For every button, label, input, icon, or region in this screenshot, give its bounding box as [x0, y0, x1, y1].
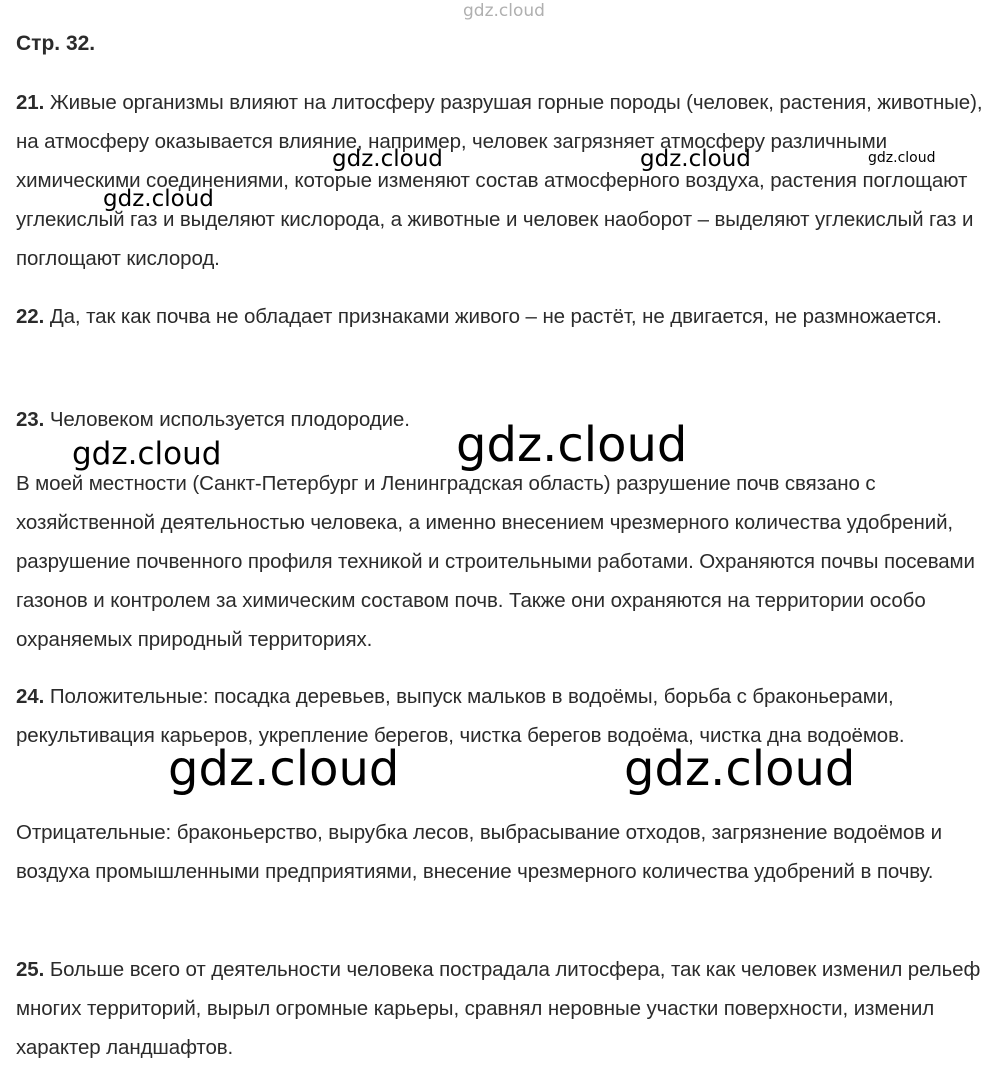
watermark: gdz.cloud: [463, 1, 545, 21]
answer-number: 22.: [16, 305, 45, 328]
answer-23-continuation: В моей местности (Санкт-Петербург и Ленинградская область) разрушение почв связано с хозяйственной деятельностью человека, а именно внесением чрезмерного количества удобрений, разрушение почвенного профиля техникой и строительными работами. Охраняются почвы посевами газонов и контролем за химическим составом почв. Также они охраняются на территории особо охраняемых природный территориях.: [16, 472, 975, 651]
answer-number: 24.: [16, 685, 45, 708]
answer-text: Больше всего от деятельности человека пострадала литосфера, так как человек изменил рельеф многих территорий, вырыл огромные карьеры, сравнял неровные участки поверхности, изменил характер ландшафтов.: [16, 958, 981, 1059]
answer-number: 21.: [16, 91, 45, 114]
answer-24-continuation: Отрицательные: браконьерство, вырубка лесов, выбрасывание отходов, загрязнение водоёмов и воздуха промышленными предприятиями, внесение чрезмерного количества удобрений в почву.: [16, 821, 942, 883]
watermark: gdz.cloud: [103, 186, 214, 212]
watermark: gdz.cloud: [868, 150, 936, 166]
watermark: gdz.cloud: [168, 741, 400, 797]
page-heading: Стр. 32.: [16, 32, 96, 55]
answer-text: Человеком используется плодородие.: [49, 408, 410, 431]
answer-number: 23.: [16, 408, 45, 431]
answer-text: Живые организмы влияют на литосферу разрушая горные породы (человек, растения, животные), на атмосферу оказывается влияние, например, человек загрязняет атмосферу различными химическими соединениями, которые изменяют состав атмосферного воздуха, растения поглощают углекислый газ и выделяют кислорода, а животные и человек наоборот – выделяют углекислый газ и поглощают кислород.: [16, 91, 983, 270]
watermark: gdz.cloud: [456, 417, 688, 473]
watermark: gdz.cloud: [72, 436, 222, 472]
answer-number: 25.: [16, 958, 45, 981]
watermark: gdz.cloud: [332, 146, 443, 172]
answer-23: [16, 400, 996, 439]
answer-text: Да, так как почва не обладает признаками живого – не растёт, не двигается, не размножается.: [49, 305, 942, 328]
answer-25: [16, 950, 996, 1067]
answer-text: Положительные: посадка деревьев, выпуск мальков в водоёмы, борьба с браконьерами, рекультивация карьеров, укрепление берегов, чистка берегов водоёма, чистка дна водоёмов.: [16, 685, 905, 747]
watermark: gdz.cloud: [624, 741, 856, 797]
answer-21: [16, 83, 996, 278]
answer-22: [16, 297, 996, 336]
answer-24: [16, 677, 996, 755]
watermark: gdz.cloud: [640, 146, 751, 172]
